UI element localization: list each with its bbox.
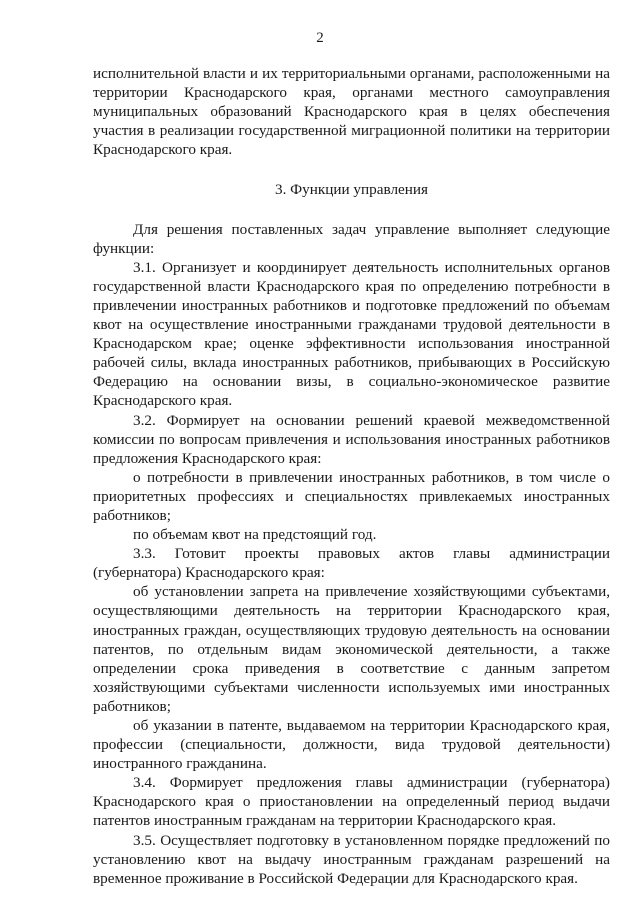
paragraph-3-3-item-2: об указании в патенте, выдаваемом на территории Краснодарского края, профессии (специальности, должности, вида трудовой деятельности) иностранного гражданина. <box>93 717 610 773</box>
paragraph-3-5: 3.5. Осуществляет подготовку в установленном порядке предложений по установлению квот на выдачу иностранным гражданам разрешений на временное проживание в Российской Федерации для Краснодарского края. <box>93 831 610 887</box>
paragraph-3-4: 3.4. Формирует предложения главы администрации (губернатора) Краснодарского края о приостановлении на определенный период выдачи патентов иностранным гражданам на территории Краснодарского края. <box>93 774 610 830</box>
paragraph-3-1: 3.1. Организует и координирует деятельность исполнительных органов государственной власти Краснодарского края по определению потребности в привлечении иностранных работников и подготовке предложений по объемам квот на осуществление иностранными гражданами трудовой деятельности в Краснодарском крае; оценке эффективности использования иностранной рабочей силы, вклада иностранных работников, прибывающих в Российскую Федерацию на основании визы, в социально-экономическое развитие Краснодарского края. <box>93 258 610 410</box>
paragraph-continuation: исполнительной власти и их территориальными органами, расположенными на территории Краснодарского края, органами местного самоуправления муниципальных образований Краснодарского края в целях обеспечения участия в реализации государственной миграционной политики на территории Краснодарского края. <box>93 65 610 159</box>
page-number: 2 <box>316 30 324 46</box>
section-heading: 3. Функции управления <box>274 181 429 199</box>
paragraph-3-2: 3.2. Формирует на основании решений краевой межведомственной комиссии по вопросам привлечения и использования иностранных работников предложения Краснодарского края: <box>93 411 610 467</box>
paragraph-intro: Для решения поставленных задач управление выполняет следующие функции: <box>93 220 610 257</box>
paragraph-3-2-item-1: о потребности в привлечении иностранных работников, в том числе о приоритетных профессиях и специальностях привлекаемых иностранных работников; <box>93 468 610 524</box>
paragraph-3-3: 3.3. Готовит проекты правовых актов главы администрации (губернатора) Краснодарского края: <box>93 545 610 582</box>
paragraph-3-2-item-2: по объемам квот на предстоящий год. <box>133 526 377 544</box>
document-body <box>93 64 610 888</box>
paragraph-3-3-item-1: об установлении запрета на привлечение хозяйствующими субъектами, осуществляющими деятельность на территории Краснодарского края, иностранных граждан, осуществляющих трудовую деятельность на основании патентов, по отдельным видам экономической деятельности, а также определении срока приведения в соответствие с данным запретом хозяйствующими субъектами численности используемых ими иностранных работников; <box>93 583 610 715</box>
